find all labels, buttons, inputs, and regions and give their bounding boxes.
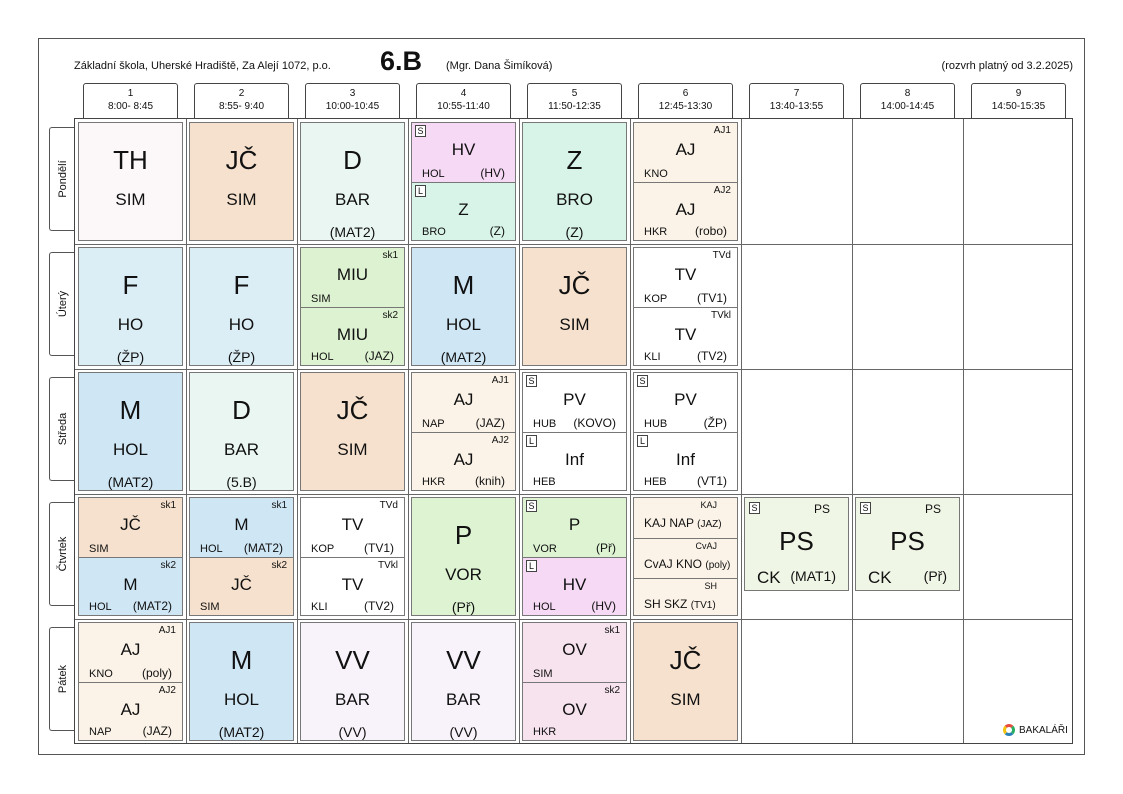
lesson-subject: M — [123, 574, 138, 594]
lesson-room: (JAZ) — [364, 349, 394, 363]
lesson-subject: VV — [335, 645, 370, 675]
lesson-cell — [78, 372, 183, 491]
lesson-half — [523, 682, 626, 741]
lesson-teacher: NAP — [669, 516, 694, 530]
lesson-half — [634, 432, 737, 491]
lesson-subject: AJ — [120, 640, 141, 659]
lesson-teacher: BAR — [446, 690, 481, 709]
lesson-cell — [300, 372, 405, 491]
lesson-room: (TV1) — [690, 600, 716, 611]
lesson-marker: L — [415, 185, 426, 197]
lesson-teacher: SIM — [559, 315, 590, 334]
lesson-room: (knih) — [474, 474, 505, 488]
lesson-subject: F — [233, 270, 250, 300]
lesson-room: (TV1) — [364, 540, 394, 555]
lesson-half — [634, 373, 737, 432]
lesson-subject: JČ — [558, 270, 591, 300]
column-divider — [519, 119, 520, 743]
period-number: 1 — [127, 88, 134, 99]
lesson-teacher: HOL — [311, 351, 334, 363]
lesson-teacher: KNO — [676, 557, 703, 571]
lesson-teacher: HOL — [446, 315, 481, 334]
lesson-teacher: KOP — [644, 292, 668, 305]
class-teacher: (Mgr. Dana Šimíková) — [446, 60, 553, 72]
lesson-teacher: HUB — [533, 417, 557, 430]
lesson-marker: S — [415, 125, 426, 137]
period-header — [83, 83, 178, 119]
lesson-teacher: NAP — [89, 726, 112, 738]
lesson-marker: S — [860, 502, 871, 514]
lesson-group: AJ1 — [491, 375, 509, 386]
lesson-cell — [411, 122, 516, 241]
lesson-teacher: HO — [117, 315, 144, 334]
lesson-teacher: BAR — [335, 190, 370, 209]
day-name: Pondělí — [56, 160, 69, 198]
lesson-room: (Př) — [451, 599, 476, 615]
bakalari-logo-icon — [1003, 724, 1015, 736]
lesson-marker: S — [749, 502, 760, 514]
lesson-subject: VV — [446, 645, 481, 675]
lesson-group: AJ2 — [158, 684, 176, 696]
lesson-half — [301, 498, 404, 557]
column-divider — [963, 119, 964, 743]
column-divider — [852, 119, 853, 743]
period-time: 12:45-13:30 — [658, 101, 713, 112]
lesson-room: (TV2) — [364, 599, 394, 613]
lesson-half — [634, 248, 737, 307]
lesson-cell — [744, 497, 849, 591]
lesson-room: (TV1) — [697, 290, 727, 305]
lesson-half — [301, 307, 404, 366]
lesson-room: (ŽP) — [227, 349, 256, 365]
lesson-subject: OV — [562, 640, 587, 659]
lesson-group: sk1 — [382, 250, 398, 261]
lesson-room: (JAZ) — [142, 724, 172, 738]
lesson-teacher: HOL — [422, 167, 445, 180]
day-label — [49, 252, 75, 356]
lesson-teacher: HOL — [200, 542, 223, 555]
lesson-half — [412, 182, 515, 241]
column-divider — [741, 119, 742, 743]
period-header — [749, 83, 844, 119]
lesson-subject: JČ — [231, 574, 252, 594]
period-number: 6 — [682, 88, 689, 99]
lesson-cell — [633, 622, 738, 741]
lesson-subject: Inf — [565, 449, 584, 469]
period-number: 4 — [460, 88, 467, 99]
lesson-teacher: SIM — [89, 542, 109, 555]
lesson-subject: M — [234, 515, 249, 534]
lesson-room: (Z) — [489, 224, 505, 238]
lesson-half — [523, 373, 626, 432]
period-header — [194, 83, 289, 119]
period-time: 10:00-10:45 — [325, 101, 380, 112]
period-number: 2 — [238, 88, 245, 99]
lesson-teacher: SIM — [533, 667, 553, 680]
day-label — [49, 377, 75, 481]
lesson-teacher: HKR — [422, 476, 446, 488]
lesson-subject: PS — [779, 526, 814, 556]
lesson-subject: JČ — [669, 645, 702, 675]
column-divider — [630, 119, 631, 743]
lesson-teacher: SIM — [200, 601, 220, 613]
lesson-teacher: HKR — [533, 726, 557, 738]
lesson-half — [190, 557, 293, 616]
lesson-teacher: NAP — [422, 417, 445, 430]
lesson-cell — [411, 622, 516, 741]
lesson-half — [412, 373, 515, 432]
lesson-group: sk2 — [160, 559, 176, 571]
school-name: Základní škola, Uherské Hradiště, Za Alejí 1072, p.o. — [74, 60, 331, 72]
class-title: 6.B — [380, 46, 423, 76]
lesson-subject: M — [452, 270, 475, 300]
lesson-subject: MIU — [336, 265, 369, 284]
lesson-room: (MAT2) — [329, 224, 376, 240]
lesson-cell — [189, 622, 294, 741]
lesson-subject: M — [230, 645, 253, 675]
day-name: Středa — [56, 412, 69, 446]
lesson-cell — [300, 122, 405, 241]
lesson-cell — [300, 497, 405, 616]
period-header — [416, 83, 511, 119]
column-divider — [186, 119, 187, 743]
lesson-teacher: SIM — [115, 190, 146, 209]
lesson-teacher: SIM — [226, 190, 257, 209]
lesson-room: (MAT1) — [790, 568, 836, 584]
lesson-subject: TV — [674, 324, 697, 344]
lesson-third — [634, 498, 737, 538]
lesson-teacher: KLI — [644, 351, 661, 363]
lesson-room: (VV) — [338, 724, 367, 740]
lesson-subject: D — [343, 145, 362, 175]
lesson-room: (KOVO) — [573, 415, 616, 430]
bakalari-logo-text: BAKALÁŘI — [1019, 724, 1068, 736]
lesson-room: (ŽP) — [703, 415, 727, 430]
lesson-room: (MAT2) — [132, 599, 172, 613]
period-time: 10:55-11:40 — [437, 101, 490, 112]
lesson-group: SH — [704, 581, 717, 591]
lesson-room: (Př) — [596, 540, 616, 555]
lesson-cell — [78, 247, 183, 366]
lesson-teacher: HUB — [644, 417, 668, 430]
lesson-cell — [78, 122, 183, 241]
lesson-room: (JAZ) — [475, 415, 505, 430]
lesson-room: (ŽP) — [116, 349, 145, 365]
lesson-room: (5.B) — [226, 474, 257, 490]
lesson-cell — [633, 497, 738, 616]
lesson-marker: L — [637, 435, 648, 447]
lesson-group: sk2 — [382, 309, 398, 321]
lesson-group: AJ1 — [158, 625, 176, 636]
lesson-cell — [522, 622, 627, 741]
lesson-half — [79, 498, 182, 557]
lesson-line — [644, 597, 716, 611]
lesson-group: AJ2 — [713, 184, 731, 196]
lesson-subject: CvAJ — [644, 557, 673, 571]
lesson-group: TVd — [712, 250, 731, 261]
lesson-third — [634, 578, 737, 618]
validity-date: (rozvrh platný od 3.2.2025) — [941, 60, 1073, 72]
lesson-teacher: VOR — [445, 565, 482, 584]
period-number: 7 — [793, 88, 800, 99]
lesson-group: AJ1 — [713, 125, 731, 136]
lesson-subject: JČ — [336, 395, 369, 425]
lesson-room: (MAT2) — [243, 540, 283, 555]
lesson-room: (VT1) — [697, 474, 727, 488]
period-number: 5 — [571, 88, 578, 99]
lesson-teacher: BAR — [335, 690, 370, 709]
lesson-room: (HV) — [480, 165, 505, 180]
lesson-cell — [189, 372, 294, 491]
lesson-cell — [411, 497, 516, 616]
period-header — [527, 83, 622, 119]
lesson-subject: HV — [451, 140, 476, 159]
lesson-room: (TV2) — [697, 349, 727, 363]
lesson-subject: TV — [341, 515, 364, 534]
lesson-teacher: HEB — [533, 476, 556, 488]
lesson-teacher: SIM — [670, 690, 701, 709]
lesson-half — [301, 248, 404, 307]
lesson-marker: L — [526, 435, 537, 447]
lesson-group: sk2 — [271, 559, 287, 571]
day-label — [49, 127, 75, 231]
lesson-group: TVkl — [378, 559, 398, 571]
lesson-room: (JAZ) — [697, 519, 722, 530]
lesson-subject: Z — [458, 199, 469, 219]
lesson-half — [523, 623, 626, 682]
lesson-teacher: HKR — [644, 226, 668, 238]
period-number: 9 — [1015, 88, 1022, 99]
day-name: Pátek — [56, 664, 69, 694]
lesson-cell — [300, 247, 405, 366]
lesson-subject: AJ — [120, 699, 141, 719]
lesson-group: KAJ — [700, 500, 717, 510]
lesson-teacher: KOP — [311, 542, 335, 555]
lesson-teacher: BRO — [422, 226, 446, 238]
lesson-half — [301, 557, 404, 616]
period-number: 3 — [349, 88, 356, 99]
lesson-teacher: HOL — [113, 440, 148, 459]
lesson-room: (Př) — [923, 568, 947, 584]
lesson-subject: M — [119, 395, 142, 425]
timetable-grid — [74, 118, 1073, 744]
period-header — [638, 83, 733, 119]
lesson-teacher: CK — [757, 568, 781, 587]
row-divider — [75, 244, 1072, 245]
lesson-subject: OV — [562, 699, 587, 719]
row-divider — [75, 494, 1072, 495]
lesson-subject: AJ — [675, 140, 696, 159]
lesson-cell — [522, 247, 627, 366]
lesson-room: (poly) — [141, 665, 172, 680]
lesson-group: AJ2 — [491, 434, 509, 446]
lesson-half — [79, 623, 182, 682]
lesson-subject: PV — [563, 390, 586, 409]
lesson-half — [412, 123, 515, 182]
period-number: 8 — [904, 88, 911, 99]
lesson-half — [634, 182, 737, 241]
lesson-cell — [855, 497, 960, 591]
lesson-cell — [189, 497, 294, 616]
lesson-subject: SH — [644, 597, 661, 611]
day-name: Úterý — [56, 290, 69, 318]
lesson-subject: HV — [562, 574, 587, 594]
lesson-half — [79, 682, 182, 741]
lesson-group: PS — [924, 502, 941, 516]
lesson-cell — [78, 622, 183, 741]
lesson-line — [644, 516, 722, 530]
lesson-subject: P — [454, 520, 473, 550]
lesson-teacher: SIM — [311, 292, 331, 305]
lesson-room: (Z) — [565, 224, 584, 240]
lesson-subject: TV — [674, 265, 697, 284]
lesson-cell — [411, 372, 516, 491]
lesson-teacher: CK — [868, 568, 892, 587]
lesson-teacher: HOL — [533, 601, 556, 613]
lesson-subject: F — [122, 270, 139, 300]
lesson-half — [634, 307, 737, 366]
lesson-subject: TV — [341, 574, 364, 594]
lesson-cell — [78, 497, 183, 616]
lesson-teacher: HOL — [89, 601, 112, 613]
period-time: 14:00-14:45 — [880, 101, 935, 112]
lesson-teacher: SKZ — [664, 597, 688, 611]
lesson-teacher: HO — [228, 315, 255, 334]
lesson-group: sk2 — [604, 684, 620, 696]
lesson-cell — [189, 247, 294, 366]
lesson-subject: KAJ — [644, 516, 667, 530]
lesson-marker: S — [637, 375, 648, 387]
lesson-cell — [633, 247, 738, 366]
lesson-cell — [300, 622, 405, 741]
lesson-marker: S — [526, 375, 537, 387]
period-time: 8:55- 9:40 — [218, 101, 265, 112]
lesson-teacher: HEB — [644, 476, 667, 488]
lesson-teacher: VOR — [533, 542, 557, 555]
lesson-subject: AJ — [675, 199, 696, 219]
lesson-subject: MIU — [336, 324, 369, 344]
period-header — [860, 83, 955, 119]
column-divider — [408, 119, 409, 743]
lesson-subject: Inf — [676, 449, 695, 469]
lesson-half — [523, 432, 626, 491]
lesson-teacher: BAR — [224, 440, 259, 459]
lesson-subject: PS — [890, 526, 925, 556]
bakalari-logo — [1003, 724, 1068, 736]
lesson-cell — [522, 497, 627, 616]
lesson-half — [523, 498, 626, 557]
period-time: 8:00- 8:45 — [107, 101, 154, 112]
lesson-teacher: BRO — [556, 190, 593, 209]
lesson-subject: JČ — [225, 145, 258, 175]
row-divider — [75, 619, 1072, 620]
lesson-group: TVkl — [711, 309, 731, 321]
period-header — [971, 83, 1066, 119]
lesson-subject: AJ — [453, 390, 474, 409]
lesson-cell — [522, 372, 627, 491]
lesson-group: sk1 — [604, 625, 620, 636]
period-header — [305, 83, 400, 119]
lesson-subject: PV — [674, 390, 697, 409]
lesson-group: sk1 — [160, 500, 176, 511]
lesson-subject: AJ — [453, 449, 474, 469]
lesson-room: (MAT2) — [107, 474, 154, 490]
period-time: 14:50-15:35 — [991, 101, 1046, 112]
lesson-group: CvAJ — [695, 541, 717, 551]
lesson-half — [634, 123, 737, 182]
lesson-cell — [522, 122, 627, 241]
lesson-teacher: KNO — [89, 667, 113, 680]
day-label — [49, 502, 75, 606]
lesson-teacher: HOL — [224, 690, 259, 709]
lesson-group: TVd — [379, 500, 398, 511]
lesson-half — [523, 557, 626, 616]
lesson-room: (MAT2) — [440, 349, 487, 365]
lesson-half — [190, 498, 293, 557]
lesson-cell — [633, 122, 738, 241]
lesson-half — [412, 432, 515, 491]
lesson-third — [634, 538, 737, 578]
day-label — [49, 627, 75, 731]
column-divider — [297, 119, 298, 743]
lesson-marker: S — [526, 500, 537, 512]
lesson-teacher: SIM — [337, 440, 368, 459]
lesson-group: sk1 — [271, 500, 287, 511]
lesson-group: PS — [813, 502, 830, 516]
lesson-subject: JČ — [120, 515, 141, 534]
lesson-cell — [633, 372, 738, 491]
lesson-teacher: KLI — [311, 601, 328, 613]
lesson-teacher: KNO — [644, 167, 668, 180]
lesson-subject: P — [568, 515, 581, 534]
lesson-room: (HV) — [591, 599, 616, 613]
lesson-cell — [189, 122, 294, 241]
lesson-subject: D — [232, 395, 251, 425]
lesson-subject: Z — [566, 145, 583, 175]
lesson-half — [79, 557, 182, 616]
day-name: Čtvrtek — [56, 536, 69, 572]
period-time: 11:50-12:35 — [548, 101, 601, 112]
lesson-room: (robo) — [694, 224, 727, 238]
lesson-line — [644, 557, 730, 571]
period-time: 13:40-13:55 — [769, 101, 824, 112]
lesson-room: (VV) — [449, 724, 478, 740]
lesson-room: (MAT2) — [218, 724, 265, 740]
lesson-cell — [411, 247, 516, 366]
row-divider — [75, 369, 1072, 370]
lesson-subject: TH — [113, 145, 148, 175]
lesson-room: (poly) — [705, 560, 731, 571]
lesson-marker: L — [526, 560, 537, 572]
